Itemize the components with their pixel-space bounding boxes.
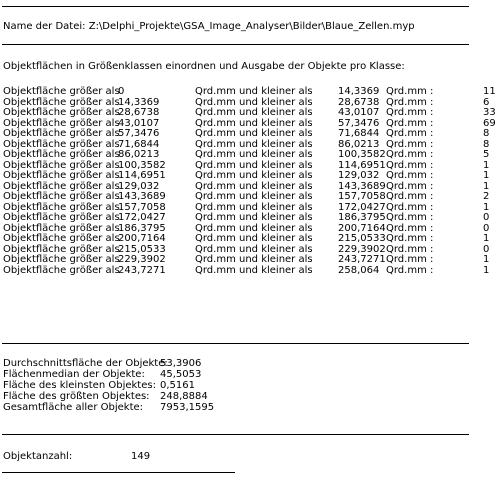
row-count: 0: [483, 222, 490, 234]
row-mid-text: Qrd.mm und kleiner als: [195, 243, 313, 255]
row-count: 11: [483, 86, 496, 97]
row-count: 33: [483, 107, 496, 118]
row-mid-text: Qrd.mm und kleiner als: [195, 191, 313, 202]
row-label: Objektfläche größer als: [3, 201, 120, 213]
row-count: 0: [483, 212, 490, 223]
stat-value: 248,8884: [160, 391, 208, 402]
row-unit: Qrd.mm :: [386, 159, 434, 171]
row-upper-bound: 143,3689: [338, 180, 386, 192]
row-label: Objektfläche größer als: [3, 243, 120, 255]
row-mid-text: Qrd.mm und kleiner als: [195, 86, 313, 97]
row-upper-bound: 243,7271: [338, 254, 386, 265]
row-count: 1: [483, 254, 490, 265]
row-mid-text: Qrd.mm und kleiner als: [195, 180, 313, 192]
row-unit: Qrd.mm :: [386, 191, 434, 202]
file-name-line: [3, 21, 415, 33]
row-mid-text: Qrd.mm und kleiner als: [195, 222, 313, 234]
stat-label: Fläche des größten Objektes:: [3, 391, 150, 402]
row-upper-bound: 14,3369: [338, 86, 380, 97]
file-path: Z:\Delphi_Projekte\GSA_Image_Analyser\Bilder\Blaue_Zellen.myp: [88, 21, 415, 32]
row-unit: Qrd.mm :: [386, 117, 434, 129]
row-label: Objektfläche größer als: [3, 107, 120, 118]
row-unit: Qrd.mm :: [386, 180, 434, 192]
row-lower-bound: 28,6738: [118, 107, 160, 118]
row-lower-bound: 243,7271: [118, 264, 166, 276]
row-upper-bound: 172,0427: [338, 201, 386, 213]
row-unit: Qrd.mm :: [386, 170, 434, 181]
row-lower-bound: 200,7164: [118, 233, 166, 244]
row-lower-bound: 14,3369: [118, 96, 160, 108]
row-count: 1: [483, 264, 490, 276]
stat-value: 45,5053: [160, 369, 202, 380]
row-mid-text: Qrd.mm und kleiner als: [195, 149, 313, 160]
row-upper-bound: 71,6844: [338, 128, 380, 139]
row-lower-bound: 57,3476: [118, 128, 160, 139]
row-unit: Qrd.mm :: [386, 96, 434, 108]
row-unit: Qrd.mm :: [386, 233, 434, 244]
row-lower-bound: 186,3795: [118, 222, 166, 234]
row-label: Objektfläche größer als: [3, 233, 120, 244]
row-count: 6: [483, 96, 490, 108]
row-upper-bound: 157,7058: [338, 191, 386, 202]
object-count-value: 149: [131, 451, 151, 462]
row-mid-text: Qrd.mm und kleiner als: [195, 159, 313, 171]
row-count: 1: [483, 233, 490, 244]
row-mid-text: Qrd.mm und kleiner als: [195, 117, 313, 129]
row-mid-text: Qrd.mm und kleiner als: [195, 212, 313, 223]
row-count: 1: [483, 170, 490, 181]
row-label: Objektfläche größer als: [3, 264, 120, 276]
row-unit: Qrd.mm :: [386, 243, 434, 255]
stat-label: Fläche des kleinsten Objektes:: [3, 380, 156, 391]
row-count: 1: [483, 180, 490, 192]
row-mid-text: Qrd.mm und kleiner als: [195, 254, 313, 265]
row-lower-bound: 100,3582: [118, 159, 166, 171]
row-lower-bound: 86,0213: [118, 149, 160, 160]
row-label: Objektfläche größer als: [3, 117, 120, 129]
stat-value: 7953,1595: [160, 402, 215, 413]
row-mid-text: Qrd.mm und kleiner als: [195, 128, 313, 139]
row-count: 8: [483, 128, 490, 139]
stat-label: Durchschnittsfläche der Objekte:: [3, 358, 168, 369]
row-lower-bound: 0: [118, 86, 125, 97]
object-count-label: Objektanzahl:: [3, 451, 73, 462]
row-lower-bound: 157,7058: [118, 201, 166, 213]
row-label: Objektfläche größer als: [3, 159, 120, 171]
divider-top: [2, 6, 469, 7]
divider-after-file: [2, 44, 469, 45]
row-lower-bound: 71,6844: [118, 138, 160, 150]
row-mid-text: Qrd.mm und kleiner als: [195, 233, 313, 244]
row-label: Objektfläche größer als: [3, 180, 120, 192]
row-unit: Qrd.mm :: [386, 138, 434, 150]
row-label: Objektfläche größer als: [3, 212, 120, 223]
divider-after-stats: [2, 434, 469, 435]
row-upper-bound: 43,0107: [338, 107, 380, 118]
row-count: 0: [483, 243, 490, 255]
row-upper-bound: 86,0213: [338, 138, 380, 150]
row-label: Objektfläche größer als: [3, 128, 120, 139]
row-count: 2: [483, 191, 490, 202]
row-upper-bound: 229,3902: [338, 243, 386, 255]
row-upper-bound: 129,032: [338, 170, 380, 181]
row-upper-bound: 100,3582: [338, 149, 386, 160]
row-unit: Qrd.mm :: [386, 212, 434, 223]
row-label: Objektfläche größer als: [3, 86, 120, 97]
row-lower-bound: 129,032: [118, 180, 160, 192]
row-count: 1: [483, 201, 490, 213]
row-mid-text: Qrd.mm und kleiner als: [195, 264, 313, 276]
row-upper-bound: 28,6738: [338, 96, 380, 108]
row-lower-bound: 229,3902: [118, 254, 166, 265]
row-mid-text: Qrd.mm und kleiner als: [195, 201, 313, 213]
row-count: 69: [483, 117, 496, 129]
row-upper-bound: 114,6951: [338, 159, 386, 171]
row-unit: Qrd.mm :: [386, 107, 434, 118]
row-upper-bound: 186,3795: [338, 212, 386, 223]
row-lower-bound: 43,0107: [118, 117, 160, 129]
row-count: 5: [483, 149, 490, 160]
row-label: Objektfläche größer als: [3, 170, 120, 181]
row-lower-bound: 215,0533: [118, 243, 166, 255]
row-label: Objektfläche größer als: [3, 138, 120, 150]
stat-label: Gesamtfläche aller Objekte:: [3, 402, 144, 413]
row-mid-text: Qrd.mm und kleiner als: [195, 170, 313, 181]
section-title: Objektflächen in Größenklassen einordnen und Ausgabe der Objekte pro Klasse:: [3, 61, 405, 72]
row-unit: Qrd.mm :: [386, 254, 434, 265]
row-label: Objektfläche größer als: [3, 191, 120, 202]
row-unit: Qrd.mm :: [386, 222, 434, 234]
stat-value: 0,5161: [160, 380, 195, 391]
row-label: Objektfläche größer als: [3, 222, 120, 234]
file-name-label: Name der Datei:: [3, 21, 86, 32]
row-unit: Qrd.mm :: [386, 128, 434, 139]
row-lower-bound: 114,6951: [118, 170, 166, 181]
row-upper-bound: 200,7164: [338, 222, 386, 234]
row-unit: Qrd.mm :: [386, 201, 434, 213]
row-unit: Qrd.mm :: [386, 86, 434, 97]
row-lower-bound: 172,0427: [118, 212, 166, 223]
row-upper-bound: 57,3476: [338, 117, 380, 129]
row-upper-bound: 215,0533: [338, 233, 386, 244]
row-mid-text: Qrd.mm und kleiner als: [195, 96, 313, 108]
row-upper-bound: 258,064: [338, 264, 380, 276]
divider-bottom: [2, 472, 235, 473]
stat-label: Flächenmedian der Objekte:: [3, 369, 145, 380]
row-mid-text: Qrd.mm und kleiner als: [195, 138, 313, 150]
row-label: Objektfläche größer als: [3, 96, 120, 108]
row-lower-bound: 143,3689: [118, 191, 166, 202]
row-count: 1: [483, 159, 490, 171]
row-label: Objektfläche größer als: [3, 254, 120, 265]
row-label: Objektfläche größer als: [3, 149, 120, 160]
row-count: 8: [483, 138, 490, 150]
row-unit: Qrd.mm :: [386, 264, 434, 276]
row-mid-text: Qrd.mm und kleiner als: [195, 107, 313, 118]
divider-after-table: [2, 343, 469, 344]
stat-value: 53,3906: [160, 358, 202, 369]
row-unit: Qrd.mm :: [386, 149, 434, 160]
